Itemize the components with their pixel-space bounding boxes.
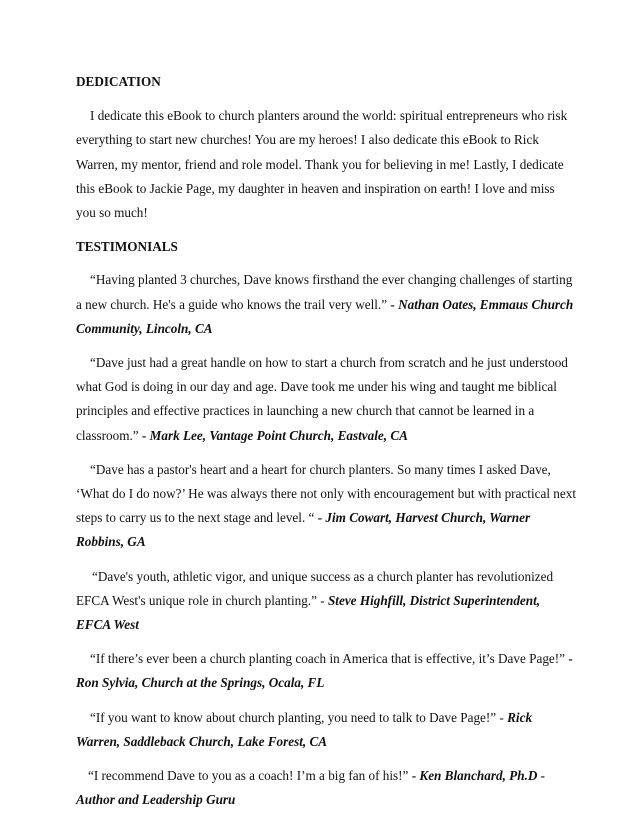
testimonial-mark-lee (76, 351, 576, 448)
testimonial-quote: “Dave's youth, athletic vigor, and unique success as a church planter has revolutionized EFCA West's unique role in church planting.” - (76, 568, 554, 608)
testimonial-attribution: Ken Blanchard, Ph.D - Author and Leadership Guru (76, 768, 546, 808)
testimonial-quote: “I recommend Dave to you as a coach! I’m a big fan of his!” (88, 768, 412, 784)
testimonial-quote: “If there’s ever been a church planting coach in America that is effective, it’s Dave Page!” (90, 651, 569, 667)
testimonial-jim-cowart (76, 458, 576, 555)
testimonial-rick-warren (76, 706, 576, 754)
testimonial-separator: - (411, 768, 420, 784)
testimonial-separator: - (390, 296, 399, 312)
testimonials-heading: TESTIMONIALS (76, 239, 178, 255)
testimonial-attribution: Jim Cowart, Harvest Church, Warner Robbins, GA (76, 510, 531, 550)
testimonial-attribution: Mark Lee, Vantage Point Church, Eastvale, CA (149, 427, 408, 443)
testimonial-ron-sylvia (76, 647, 576, 695)
testimonial-quote: “Having planted 3 churches, Dave knows firsthand the ever changing challenges of starting a new church. He's a guide who knows the trail very well.” (76, 272, 573, 312)
dedication-paragraph: I dedicate this eBook to church planters around the world: spiritual entrepreneurs who risk everything to start new churches! You are my heroes! I also dedicate this eBook to Rick Warren, my mentor, friend and role model. Thank you for believing in me! Lastly, I dedicate this eBook to Jackie Page, my daughter in heaven and inspiration on earth! I love and miss you so much! (76, 108, 568, 221)
dedication-heading: DEDICATION (76, 74, 161, 89)
testimonial-separator: - (141, 427, 150, 443)
testimonial-separator: - (568, 651, 573, 667)
testimonial-quote: “Dave just had a great handle on how to start a church from scratch and he just understood what God is doing in our day and age. Dave took me under his wing and taught me biblical principles and effective practices in launching a new church that cannot be learned in a classroom.” (76, 355, 568, 443)
testimonial-attribution: Steve Highfill, District Superintendent, EFCA West (76, 592, 541, 633)
testimonial-ken-blanchard (76, 764, 576, 812)
testimonial-nathan-oates (76, 268, 576, 341)
testimonial-quote: “If you want to know about church planting, you need to talk to Dave Page!” - (90, 709, 508, 725)
testimonial-attribution: Ron Sylvia, Church at the Springs, Ocala, FL (76, 675, 325, 691)
page-content (76, 70, 576, 822)
testimonial-steve-highfill (76, 565, 576, 638)
testimonial-separator: - (317, 510, 326, 526)
testimonial-attribution: Rick Warren, Saddleback Church, Lake Forest, CA (76, 709, 533, 749)
testimonial-attribution: Nathan Oates, Emmaus Church Community, Lincoln, CA (76, 296, 574, 336)
testimonial-quote: “Dave has a pastor's heart and a heart for church planters. So many times I asked Dave, ‘What do I do now?’ He was always there not only with encouragement but with practical next steps to carry us to the next stage and level. “ (76, 461, 576, 526)
